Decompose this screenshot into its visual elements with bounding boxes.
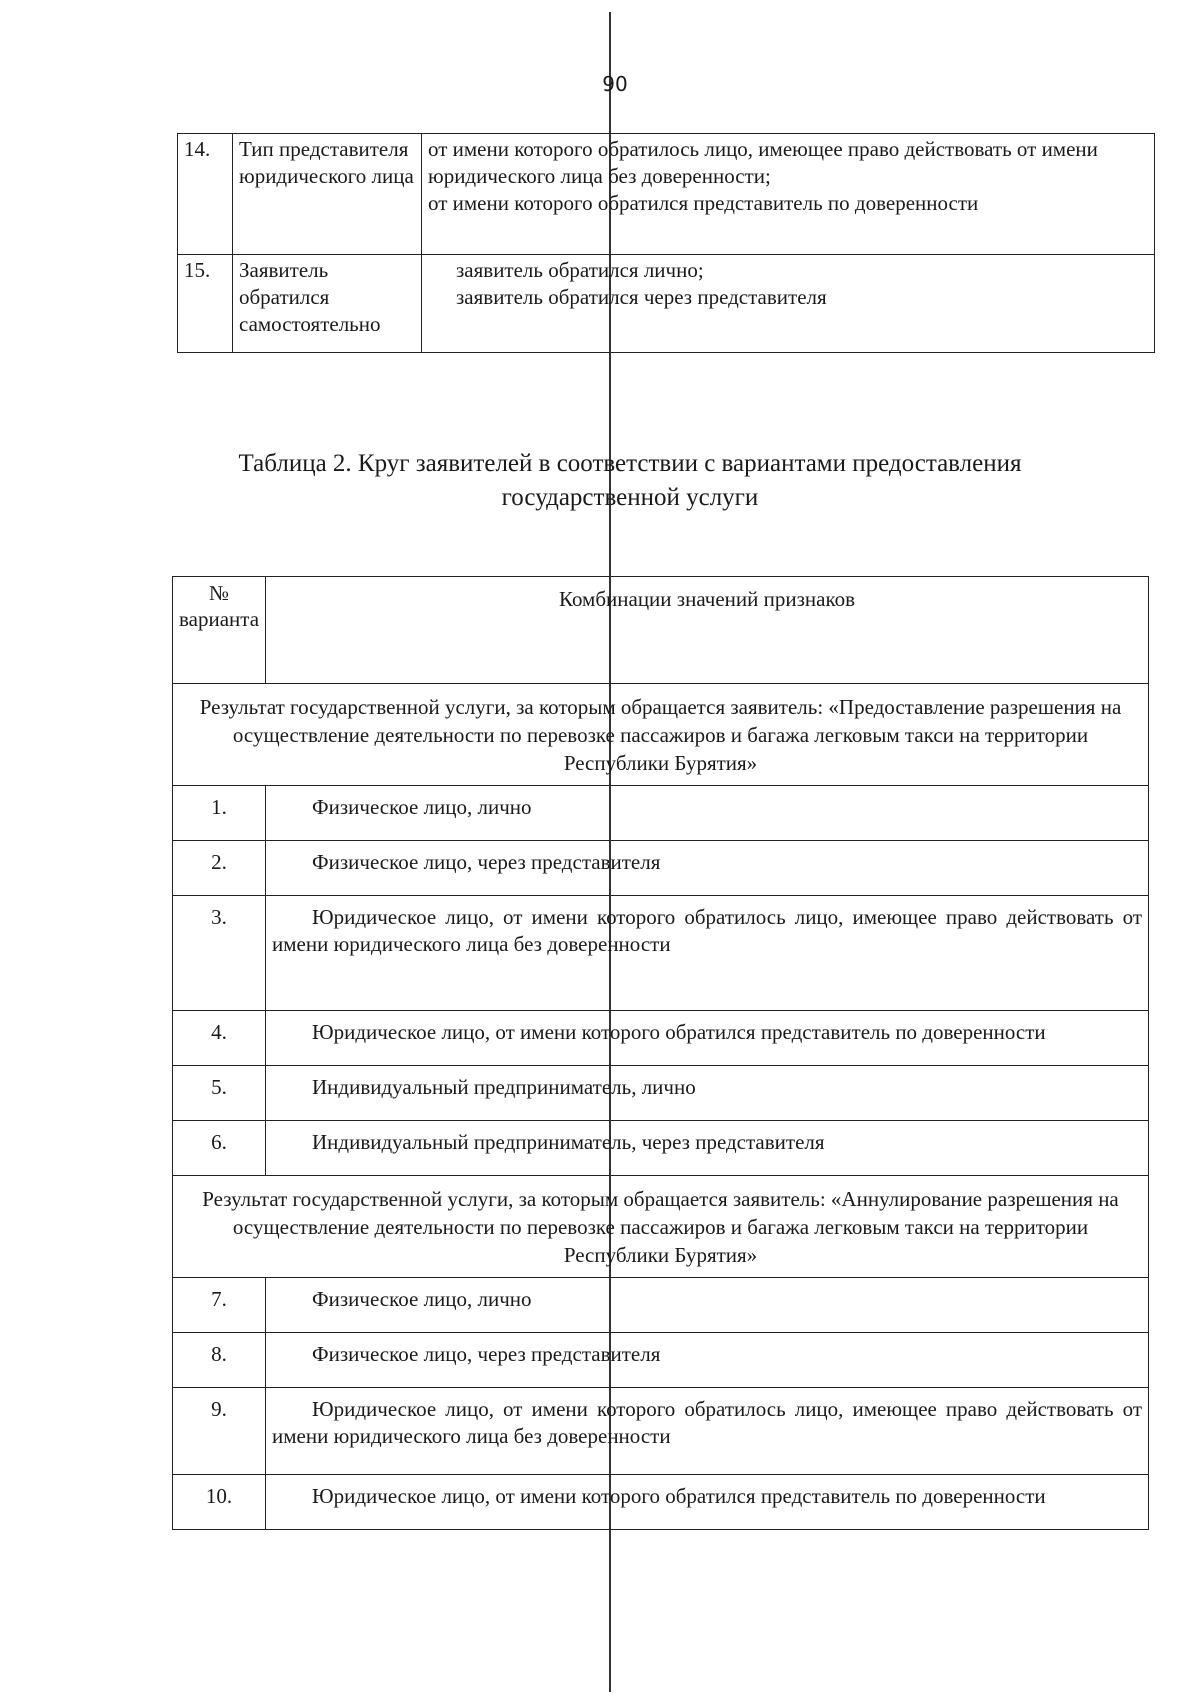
header-row — [173, 577, 1149, 684]
table-title: Таблица 2. Круг заявителей в соответствии с вариантами предоставления государственной услуги — [238, 450, 1022, 511]
variant-number: 1. — [173, 786, 266, 841]
table-row — [173, 841, 1149, 896]
variant-number: 7. — [173, 1278, 266, 1333]
variant-number: 8. — [173, 1333, 266, 1388]
attribute-value: заявитель обратился через представителя — [456, 285, 827, 309]
attribute-label: Заявитель обратился самостоятельно — [233, 255, 422, 353]
variant-number: 4. — [173, 1011, 266, 1066]
variant-description: Физическое лицо, лично — [266, 1278, 1149, 1333]
table-row — [173, 1475, 1149, 1530]
variant-description: Физическое лицо, через представителя — [266, 1333, 1149, 1388]
applicant-attributes-table — [177, 133, 1155, 353]
applicant-variants-table — [172, 576, 1149, 1530]
row-number: 14. — [178, 134, 233, 255]
variant-number: 10. — [173, 1475, 266, 1530]
group-heading: Результат государственной услуги, за которым обращается заявитель: «Предоставление разрешения на осуществление деятельности по перевозке пассажиров и багажа легковым такси на территории Республики Бурятия» — [173, 684, 1149, 786]
variant-number: 6. — [173, 1121, 266, 1176]
table-row — [173, 1011, 1149, 1066]
variant-description: Юридическое лицо, от имени которого обратилось лицо, имеющее право действовать от имени юридического лица без доверенности — [266, 1388, 1149, 1475]
table-row — [173, 896, 1149, 1011]
variant-description: Юридическое лицо, от имени которого обратилось лицо, имеющее право действовать от имени юридического лица без доверенности — [266, 896, 1149, 1011]
table-row — [173, 1388, 1149, 1475]
variant-description: Юридическое лицо, от имени которого обратился представитель по доверенности — [266, 1475, 1149, 1530]
variant-description: Физическое лицо, лично — [266, 786, 1149, 841]
variant-number: 3. — [173, 896, 266, 1011]
attribute-value: заявитель обратился лично; — [456, 258, 704, 282]
combinations-header: Комбинации значений признаков — [266, 577, 1149, 684]
attribute-values — [422, 255, 1155, 353]
table-row — [178, 255, 1155, 353]
group-heading-row — [173, 1176, 1149, 1278]
table-row — [173, 786, 1149, 841]
variant-number-header: № варианта — [173, 577, 266, 684]
variant-description: Юридическое лицо, от имени которого обратился представитель по доверенности — [266, 1011, 1149, 1066]
table-row — [173, 1278, 1149, 1333]
variant-number: 5. — [173, 1066, 266, 1121]
group-heading-row — [173, 684, 1149, 786]
attribute-label: Тип представителя юридического лица — [233, 134, 422, 255]
table-row — [173, 1066, 1149, 1121]
table-row — [173, 1121, 1149, 1176]
row-number: 15. — [178, 255, 233, 353]
variant-description: Физическое лицо, через представителя — [266, 841, 1149, 896]
page-number: 90 — [602, 72, 628, 96]
group-heading: Результат государственной услуги, за которым обращается заявитель: «Аннулирование разрешения на осуществление деятельности по перевозке пассажиров и багажа легковым такси на территории Республики Бурятия» — [173, 1176, 1149, 1278]
table-row — [178, 134, 1155, 255]
table-row — [173, 1333, 1149, 1388]
variant-number: 9. — [173, 1388, 266, 1475]
attribute-value: от имени которого обратилось лицо, имеющее право действовать от имени юридического лица без доверенности; — [428, 137, 1098, 188]
variant-description: Индивидуальный предприниматель, лично — [266, 1066, 1149, 1121]
variant-description: Индивидуальный предприниматель, через представителя — [266, 1121, 1149, 1176]
attribute-values — [422, 134, 1155, 255]
variant-number: 2. — [173, 841, 266, 896]
attribute-value: от имени которого обратился представитель по доверенности — [428, 191, 979, 215]
